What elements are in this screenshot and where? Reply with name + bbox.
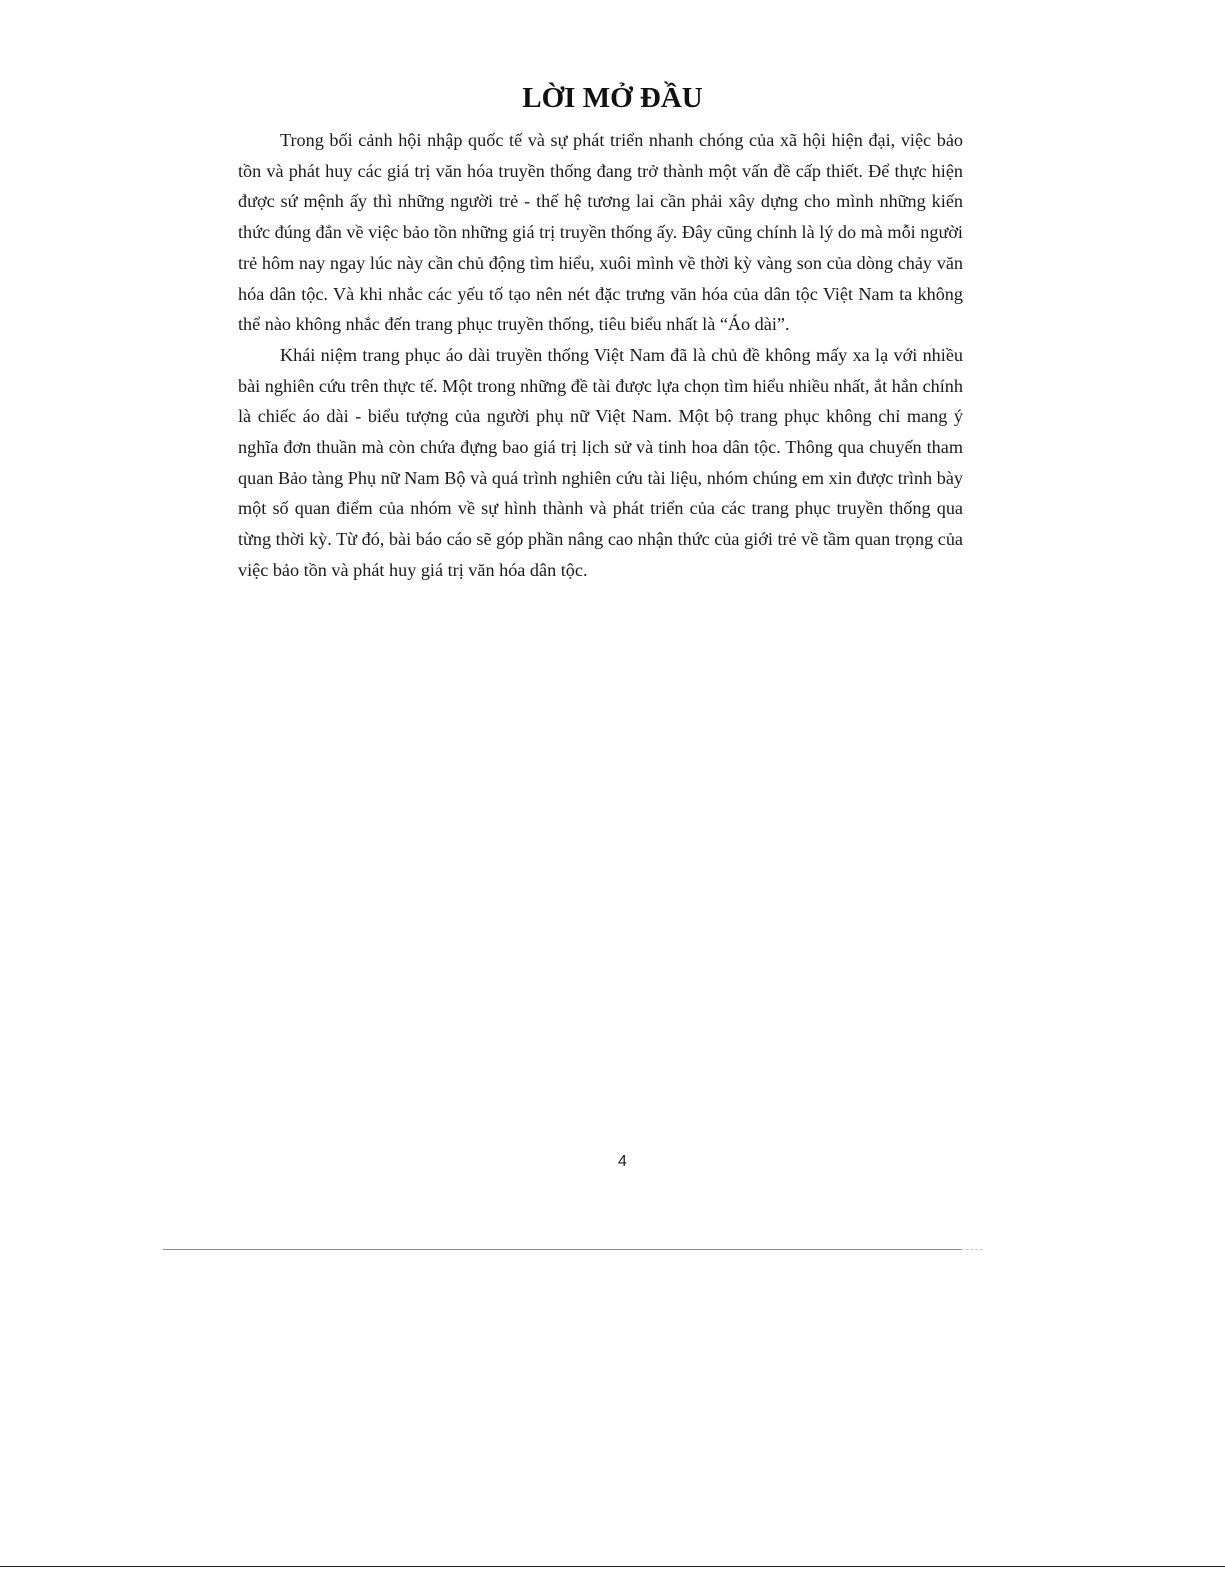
paragraph-2: Khái niệm trang phục áo dài truyền thống Việt Nam đã là chủ đề không mấy xa lạ với nhiều bài nghiên cứu trên thực tế. Một trong những đề tài được lựa chọn tìm hiểu nhiều nhất, ắt hẳn chính là chiếc áo dài - biểu tượng của người phụ nữ Việt Nam. Một bộ trang phục không chỉ mang ý nghĩa đơn thuần mà còn chứa đựng bao giá trị lịch sử và tinh hoa dân tộc. Thông qua chuyến tham quan Bảo tàng Phụ nữ Nam Bộ và quá trình nghiên cứu tài liệu, nhóm chúng em xin được trình bày một số quan điểm của nhóm về sự hình thành và phát triển của các trang phục truyền thống qua từng thời kỳ. Từ đó, bài báo cáo sẽ góp phần nâng cao nhận thức của giới trẻ về tầm quan trọng của việc bảo tồn và phát huy giá trị văn hóa dân tộc. xyxy=(238,344,963,580)
body-text xyxy=(238,125,963,586)
footer-divider xyxy=(163,1249,961,1250)
footer-divider-tail xyxy=(961,1249,983,1250)
page-title: LỜI MỞ ĐẦU xyxy=(522,82,703,114)
page-number: 4 xyxy=(618,1153,627,1170)
paragraph-1: Trong bối cảnh hội nhập quốc tế và sự phát triển nhanh chóng của xã hội hiện đại, việc bảo tồn và phát huy các giá trị văn hóa truyền thống đang trở thành một vấn đề cấp thiết. Để thực hiện được sứ mệnh ấy thì những người trẻ - thế hệ tương lai cần phải xây dựng cho mình những kiến thức đúng đắn về việc bảo tồn những giá trị truyền thống ấy. Đây cũng chính là lý do mà mỗi người trẻ hôm nay ngay lúc này cần chủ động tìm hiểu, xuôi mình về thời kỳ vàng son của dòng chảy văn hóa dân tộc. Và khi nhắc các yếu tố tạo nên nét đặc trưng văn hóa của dân tộc Việt Nam ta không thể nào không nhắc đến trang phục truyền thống, tiêu biểu nhất là “Áo dài”. xyxy=(238,130,963,335)
page-bottom-edge xyxy=(0,1566,1225,1567)
